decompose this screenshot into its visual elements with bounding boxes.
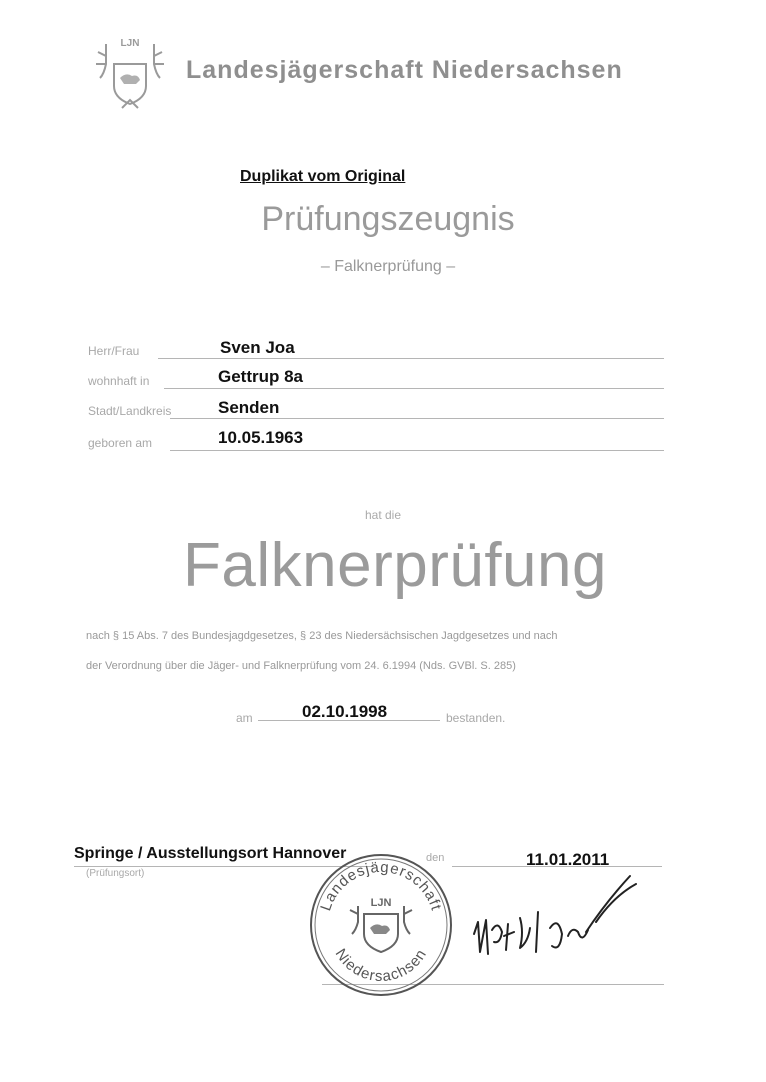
- issue-date-label: den: [426, 852, 445, 864]
- issue-date-value: 11.01.2011: [526, 850, 610, 869]
- exam-place-label: (Prüfungsort): [86, 868, 145, 879]
- handwritten-signature: [468, 872, 638, 982]
- official-seal: [306, 850, 456, 1000]
- exam-date-suffix: bestanden.: [446, 711, 506, 725]
- name-label: Herr/Frau: [88, 344, 140, 358]
- district-label: Stadt/Landkreis: [88, 404, 172, 418]
- svg-text:Landesjägerschaft: Landesjägerschaft: [317, 858, 445, 914]
- name-value: Sven Joa: [220, 338, 295, 357]
- born-label: geboren am: [88, 436, 153, 450]
- exam-name: Falknerprüfung: [182, 531, 608, 600]
- svg-text:Niedersachsen: Niedersachsen: [331, 945, 431, 986]
- svg-text:LJN: LJN: [120, 38, 140, 49]
- svg-text:LJN: LJN: [370, 897, 392, 909]
- exam-date-prefix: am: [236, 711, 253, 725]
- exam-intro: hat die: [364, 508, 402, 522]
- born-value: 10.05.1963: [218, 428, 304, 447]
- exam-date-value: 02.10.1998: [302, 702, 388, 721]
- stag-crest-logo-icon: [94, 34, 166, 114]
- residence-value: Gettrup 8a: [218, 367, 304, 386]
- duplicate-note: Duplikat vom Original: [240, 168, 406, 185]
- document-subtitle: – Falknerprüfung –: [320, 258, 456, 275]
- district-rule: [170, 418, 664, 419]
- organization-name: Landesjägerschaft Niedersachsen: [186, 56, 623, 84]
- document-title: Prüfungszeugnis: [261, 200, 515, 238]
- residence-label: wohnhaft in: [88, 374, 150, 388]
- residence-rule: [164, 388, 664, 389]
- legal-line-2: der Verordnung über die Jäger- und Falknerprüfung vom 24. 6.1994 (Nds. GVBl. S. 285): [86, 660, 516, 672]
- legal-line-1: nach § 15 Abs. 7 des Bundesjagdgesetzes, § 23 des Niedersächsischen Jagdgesetzes und nach: [86, 630, 558, 642]
- exam-place-value: Springe / Ausstellungsort Hannover: [74, 845, 347, 862]
- born-rule: [170, 450, 664, 451]
- name-rule: [158, 358, 664, 359]
- district-value: Senden: [218, 398, 280, 417]
